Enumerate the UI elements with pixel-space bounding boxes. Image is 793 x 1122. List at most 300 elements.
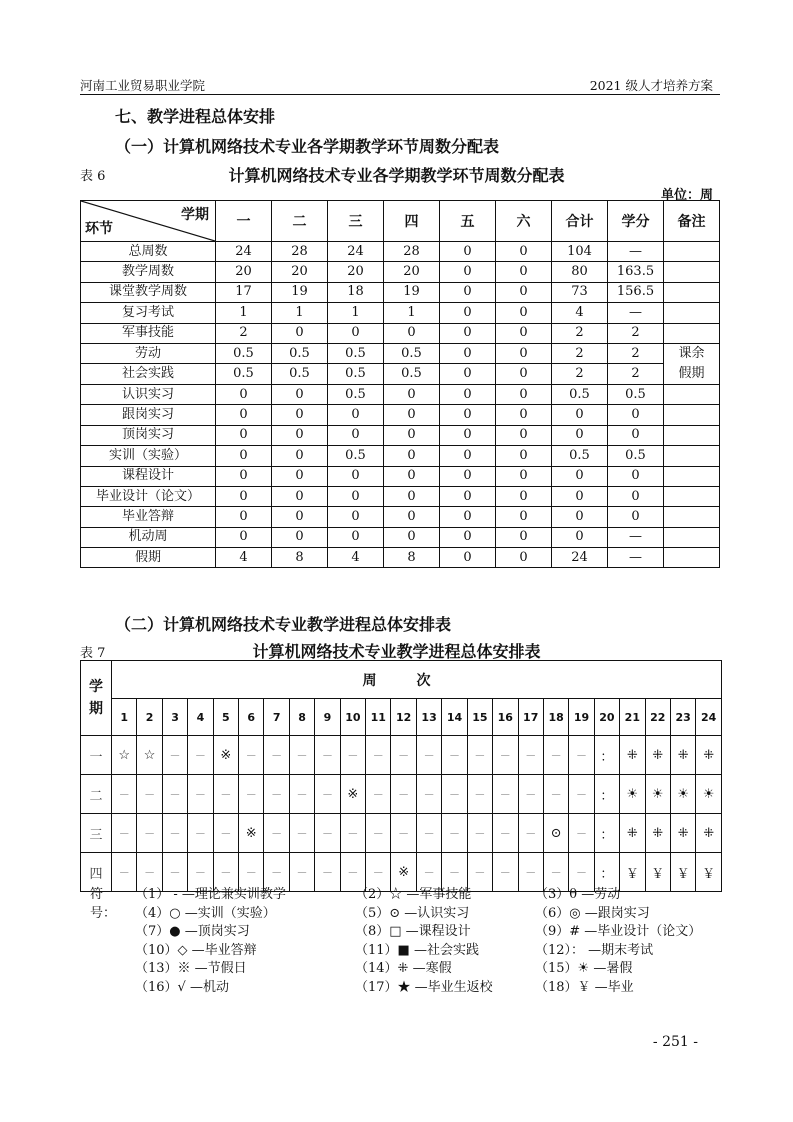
subsection-title-1: （一）计算机网络技术专业各学期教学环节周数分配表: [115, 137, 500, 156]
subsection-title-2: （二）计算机网络技术专业教学进程总体安排表: [115, 615, 452, 634]
value-cell: 0.5: [552, 446, 608, 466]
week-numbers-row: [81, 699, 722, 736]
schedule-cell: －: [264, 853, 289, 892]
value-cell: 0: [496, 282, 552, 302]
value-cell: 0.5: [328, 446, 384, 466]
value-cell: 24: [328, 242, 384, 262]
value-cell: 0.5: [608, 384, 664, 404]
week-number: 6: [239, 699, 264, 736]
legend-item: （6）◎ —跟岗实习: [535, 905, 650, 921]
schedule-cell: ￥: [670, 853, 695, 892]
value-cell: 4: [328, 548, 384, 568]
schedule-cell: －: [289, 736, 314, 775]
schedule-cell: －: [391, 736, 416, 775]
value-cell: 0: [608, 507, 664, 527]
schedule-cell: －: [391, 775, 416, 814]
schedule-cell: ※: [239, 814, 264, 853]
value-cell: 156.5: [608, 282, 664, 302]
value-cell: —: [608, 548, 664, 568]
week-number: 22: [645, 699, 670, 736]
semester-row: [81, 736, 722, 775]
column-header: 五: [440, 201, 496, 242]
schedule-cell: －: [543, 736, 568, 775]
week-number: 8: [289, 699, 314, 736]
table-row: [81, 446, 720, 466]
value-cell: 0: [496, 242, 552, 262]
schedule-cell: －: [137, 814, 162, 853]
value-cell: 0: [216, 446, 272, 466]
value-cell: 0: [384, 446, 440, 466]
table-row: [81, 282, 720, 302]
legend-item: （18）￥ —毕业: [535, 980, 634, 995]
legend-item: （1） - —理论兼实训教学: [135, 887, 286, 902]
value-cell: 2: [552, 323, 608, 343]
legend-item: （4）○ —实训（实验）: [135, 905, 276, 921]
column-header: 学分: [608, 201, 664, 242]
schedule-cell: －: [493, 775, 518, 814]
column-header: 备注: [664, 201, 720, 242]
schedule-cell: －: [340, 814, 365, 853]
schedule-cell: －: [188, 853, 213, 892]
remark-cell: [664, 303, 720, 323]
schedule-cell: ：: [594, 814, 619, 853]
value-cell: 0: [496, 405, 552, 425]
schedule-cell: ⁜: [645, 736, 670, 775]
table-row: [81, 466, 720, 486]
week-number: 15: [467, 699, 492, 736]
schedule-cell: －: [366, 736, 391, 775]
table-row: [81, 425, 720, 445]
semester-header-text: 学 期: [89, 679, 103, 717]
value-cell: 0: [272, 486, 328, 506]
value-cell: 20: [384, 262, 440, 282]
remark-text-bottom: 假期: [678, 365, 705, 381]
value-cell: 0: [272, 446, 328, 466]
page-number: - 251 -: [652, 1034, 698, 1050]
schedule-cell: －: [340, 736, 365, 775]
table7-title: 计算机网络技术专业教学进程总体安排表: [252, 642, 541, 661]
schedule-cell: ￥: [696, 853, 722, 892]
value-cell: 0: [496, 425, 552, 445]
schedule-cell: ⁜: [645, 814, 670, 853]
schedule-cell: ⊙: [543, 814, 568, 853]
week-number: 11: [366, 699, 391, 736]
table-row: [81, 548, 720, 568]
week-number: 19: [569, 699, 594, 736]
value-cell: 2: [552, 343, 608, 364]
value-cell: 0: [496, 262, 552, 282]
value-cell: 0: [440, 466, 496, 486]
value-cell: 0: [440, 282, 496, 302]
week-number: 21: [620, 699, 645, 736]
value-cell: 2: [608, 343, 664, 364]
value-cell: 0: [440, 323, 496, 343]
table-row: [81, 527, 720, 547]
value-cell: 24: [552, 548, 608, 568]
value-cell: 1: [328, 303, 384, 323]
row-label: 机动周: [81, 527, 216, 547]
week-number: 20: [594, 699, 619, 736]
schedule-cell: ※: [391, 853, 416, 892]
value-cell: 0: [440, 425, 496, 445]
row-label: 劳动: [81, 343, 216, 364]
semester-label: 一: [81, 736, 112, 775]
value-cell: 0: [552, 507, 608, 527]
schedule-cell: ☀: [696, 775, 722, 814]
value-cell: 0.5: [216, 364, 272, 385]
remark-cell: [664, 548, 720, 568]
semester-header: [81, 661, 112, 736]
value-cell: 19: [272, 282, 328, 302]
section-title: 七、教学进程总体安排: [115, 107, 276, 126]
remark-cell: [664, 282, 720, 302]
row-label: 顶岗实习: [81, 425, 216, 445]
schedule-cell: ☀: [645, 775, 670, 814]
value-cell: 0: [496, 446, 552, 466]
schedule-cell: －: [264, 775, 289, 814]
schedule-cell: －: [442, 736, 467, 775]
value-cell: 0: [216, 527, 272, 547]
column-header: 三: [328, 201, 384, 242]
remark-cell: [664, 527, 720, 547]
schedule-cell: －: [569, 736, 594, 775]
value-cell: 0.5: [384, 343, 440, 364]
week-number: 24: [696, 699, 722, 736]
schedule-cell: －: [518, 775, 543, 814]
table-row: [81, 262, 720, 282]
legend-item: （15）☀ —暑假: [535, 961, 633, 977]
value-cell: 0: [552, 486, 608, 506]
legend-item: （7）● —顶岗实习: [135, 924, 250, 940]
value-cell: 20: [328, 262, 384, 282]
schedule-cell: －: [518, 736, 543, 775]
schedule-cell: －: [213, 775, 238, 814]
schedule-cell: －: [264, 814, 289, 853]
row-label: 毕业答辩: [81, 507, 216, 527]
schedule-cell: ⁜: [696, 736, 722, 775]
week-number: 2: [137, 699, 162, 736]
week-allocation-table: [80, 200, 720, 568]
value-cell: 17: [216, 282, 272, 302]
value-cell: 2: [608, 364, 664, 385]
column-header: 六: [496, 201, 552, 242]
schedule-cell: －: [162, 853, 187, 892]
schedule-cell: －: [162, 736, 187, 775]
value-cell: 0: [272, 527, 328, 547]
schedule-cell: ☀: [620, 775, 645, 814]
value-cell: 0: [216, 466, 272, 486]
table-row: [81, 242, 720, 262]
value-cell: 0.5: [216, 343, 272, 364]
schedule-cell: －: [188, 736, 213, 775]
schedule-cell: －: [493, 814, 518, 853]
table6-label: 表 6: [80, 169, 106, 184]
value-cell: 0: [440, 405, 496, 425]
row-label: 跟岗实习: [81, 405, 216, 425]
schedule-cell: －: [188, 775, 213, 814]
value-cell: 0: [216, 425, 272, 445]
schedule-cell: ：: [594, 853, 619, 892]
value-cell: 0.5: [384, 364, 440, 385]
week-number: 7: [264, 699, 289, 736]
schedule-cell: －: [289, 853, 314, 892]
row-label: 军事技能: [81, 323, 216, 343]
value-cell: 0: [328, 323, 384, 343]
row-label: 实训（实验）: [81, 446, 216, 466]
value-cell: 0: [496, 343, 552, 364]
value-cell: 0: [496, 466, 552, 486]
schedule-cell: －: [543, 775, 568, 814]
schedule-cell: －: [569, 853, 594, 892]
schedule-cell: －: [442, 775, 467, 814]
schedule-cell: －: [416, 853, 441, 892]
value-cell: 2: [216, 323, 272, 343]
value-cell: 0: [440, 446, 496, 466]
corner-label-section: 环节: [85, 221, 113, 237]
value-cell: 0: [328, 425, 384, 445]
legend-item: （2）☆ —军事技能: [355, 887, 472, 902]
value-cell: 0: [496, 384, 552, 404]
schedule-cell: －: [569, 775, 594, 814]
corner-label-semester: 学期: [181, 207, 209, 223]
header-rule: [80, 94, 720, 95]
value-cell: 0: [552, 466, 608, 486]
schedule-cell: ￥: [645, 853, 670, 892]
value-cell: 20: [272, 262, 328, 282]
remark-cell: [664, 384, 720, 404]
header-institution: 河南工业贸易职业学院: [80, 78, 206, 93]
semester-row: [81, 775, 722, 814]
value-cell: 0: [440, 486, 496, 506]
value-cell: 0: [496, 303, 552, 323]
value-cell: 2: [552, 364, 608, 385]
schedule-cell: －: [391, 814, 416, 853]
value-cell: 0: [384, 384, 440, 404]
value-cell: 0: [272, 384, 328, 404]
schedule-cell: －: [518, 814, 543, 853]
week-number: 14: [442, 699, 467, 736]
legend-label: 符号：: [90, 887, 117, 921]
row-label: 复习考试: [81, 303, 216, 323]
schedule-cell: ⁜: [670, 736, 695, 775]
legend-item: （13）※ —节假日: [135, 961, 247, 977]
schedule-cell: －: [213, 814, 238, 853]
value-cell: 2: [608, 323, 664, 343]
schedule-cell: －: [442, 853, 467, 892]
schedule-cell: －: [239, 736, 264, 775]
value-cell: 0: [328, 405, 384, 425]
schedule-cell: ※: [213, 736, 238, 775]
remark-cell: [664, 425, 720, 445]
remark-cell: [664, 262, 720, 282]
value-cell: 0: [552, 425, 608, 445]
semester-label: 二: [81, 775, 112, 814]
value-cell: —: [608, 303, 664, 323]
value-cell: 28: [272, 242, 328, 262]
value-cell: 0: [440, 364, 496, 385]
legend-item: （17）★ —毕业生返校: [355, 980, 493, 995]
table6-title: 计算机网络技术专业各学期教学环节周数分配表: [228, 166, 565, 185]
table-row: [81, 323, 720, 343]
table-row: [81, 364, 720, 385]
diagonal-header-cell: [81, 201, 216, 242]
legend-item: （3）θ —劳动: [535, 887, 621, 902]
schedule-cell: －: [467, 775, 492, 814]
row-label: 课堂教学周数: [81, 282, 216, 302]
legend-item: （11）■ —社会实践: [355, 942, 479, 958]
table-row: [81, 507, 720, 527]
value-cell: 0: [216, 384, 272, 404]
schedule-cell: －: [467, 853, 492, 892]
schedule-cell: －: [416, 775, 441, 814]
week-number: 1: [112, 699, 137, 736]
schedule-cell: －: [137, 853, 162, 892]
remark-cell: [664, 466, 720, 486]
schedule-cell: －: [315, 853, 340, 892]
schedule-cell: －: [162, 814, 187, 853]
schedule-cell: ⁜: [620, 736, 645, 775]
week-number: 16: [493, 699, 518, 736]
legend-item: （10）◇ —毕业答辩: [135, 942, 257, 958]
schedule-cell: －: [569, 814, 594, 853]
remark-cell: [664, 323, 720, 343]
legend-item: （14）⁜ —寒假: [355, 961, 452, 977]
semester-label: 四: [81, 853, 112, 892]
value-cell: 0: [216, 405, 272, 425]
schedule-cell: －: [315, 814, 340, 853]
column-header: 合计: [552, 201, 608, 242]
value-cell: 0: [328, 466, 384, 486]
value-cell: 80: [552, 262, 608, 282]
value-cell: 0: [552, 405, 608, 425]
value-cell: 0: [440, 303, 496, 323]
value-cell: 0: [272, 466, 328, 486]
remark-cell: [664, 405, 720, 425]
schedule-cell: －: [442, 814, 467, 853]
table6-unit: 单位：周: [660, 188, 713, 203]
legend-item: （16）√ —机动: [135, 980, 229, 995]
schedule-cell: －: [213, 853, 238, 892]
schedule-cell: －: [340, 853, 365, 892]
table7-label: 表 7: [80, 646, 106, 661]
schedule-cell: －: [112, 814, 137, 853]
row-label: 课程设计: [81, 466, 216, 486]
value-cell: 163.5: [608, 262, 664, 282]
schedule-cell: －: [188, 814, 213, 853]
week-number: 17: [518, 699, 543, 736]
value-cell: 28: [384, 242, 440, 262]
row-label: 毕业设计（论文）: [81, 486, 216, 506]
value-cell: 1: [216, 303, 272, 323]
value-cell: 1: [384, 303, 440, 323]
remark-cell: [664, 446, 720, 466]
schedule-cell: －: [162, 775, 187, 814]
schedule-cell: －: [315, 736, 340, 775]
value-cell: 0: [216, 507, 272, 527]
schedule-cell: －: [518, 853, 543, 892]
value-cell: 0: [272, 507, 328, 527]
schedule-cell: ⁜: [696, 814, 722, 853]
table-header-row: [81, 201, 720, 242]
legend-item: （9）# —毕业设计（论文）: [535, 924, 702, 940]
value-cell: 18: [328, 282, 384, 302]
value-cell: 0: [608, 466, 664, 486]
value-cell: 0: [440, 527, 496, 547]
value-cell: —: [608, 242, 664, 262]
week-number: 9: [315, 699, 340, 736]
remark-cell: [664, 486, 720, 506]
schedule-cell: ⁜: [670, 814, 695, 853]
value-cell: 73: [552, 282, 608, 302]
schedule-cell: －: [239, 775, 264, 814]
column-header: 四: [384, 201, 440, 242]
schedule-cell: －: [416, 736, 441, 775]
schedule-cell: －: [315, 775, 340, 814]
schedule-cell: －: [289, 814, 314, 853]
value-cell: 0.5: [328, 343, 384, 364]
teaching-schedule-table: [80, 660, 722, 892]
value-cell: 0: [384, 405, 440, 425]
value-cell: 1: [272, 303, 328, 323]
value-cell: 0: [552, 527, 608, 547]
schedule-cell: －: [366, 853, 391, 892]
schedule-cell: ※: [340, 775, 365, 814]
column-header: 一: [216, 201, 272, 242]
row-label: 社会实践: [81, 364, 216, 385]
column-header: 二: [272, 201, 328, 242]
remark-cell: [664, 242, 720, 262]
schedule-cell: －: [493, 853, 518, 892]
value-cell: 19: [384, 282, 440, 302]
value-cell: 0: [384, 486, 440, 506]
row-label: 认识实习: [81, 384, 216, 404]
week-number: 13: [416, 699, 441, 736]
schedule-cell: －: [493, 736, 518, 775]
value-cell: 8: [272, 548, 328, 568]
table-row: [81, 405, 720, 425]
week-header-row: [81, 661, 722, 699]
legend-item: （5）⊙ —认识实习: [355, 905, 470, 921]
schedule-cell: ⁜: [620, 814, 645, 853]
value-cell: 0: [496, 507, 552, 527]
schedule-cell: －: [112, 853, 137, 892]
schedule-cell: －: [289, 775, 314, 814]
schedule-cell: －: [543, 853, 568, 892]
value-cell: 0.5: [272, 364, 328, 385]
value-cell: 104: [552, 242, 608, 262]
remark-cell: [664, 507, 720, 527]
value-cell: 0: [608, 405, 664, 425]
week-number: 3: [162, 699, 187, 736]
table-row: [81, 486, 720, 506]
value-cell: 0: [272, 425, 328, 445]
value-cell: 0: [496, 486, 552, 506]
value-cell: 4: [552, 303, 608, 323]
semester-row: [81, 814, 722, 853]
value-cell: 0: [496, 323, 552, 343]
schedule-cell: ☆: [112, 736, 137, 775]
legend-item: （12）： —期末考试: [535, 942, 654, 958]
value-cell: 0: [384, 527, 440, 547]
value-cell: 0: [328, 486, 384, 506]
value-cell: 0: [384, 425, 440, 445]
week-number: 10: [340, 699, 365, 736]
value-cell: 0: [440, 262, 496, 282]
value-cell: 0: [496, 364, 552, 385]
schedule-cell: ￥: [620, 853, 645, 892]
schedule-cell: －: [366, 775, 391, 814]
value-cell: 0.5: [328, 384, 384, 404]
